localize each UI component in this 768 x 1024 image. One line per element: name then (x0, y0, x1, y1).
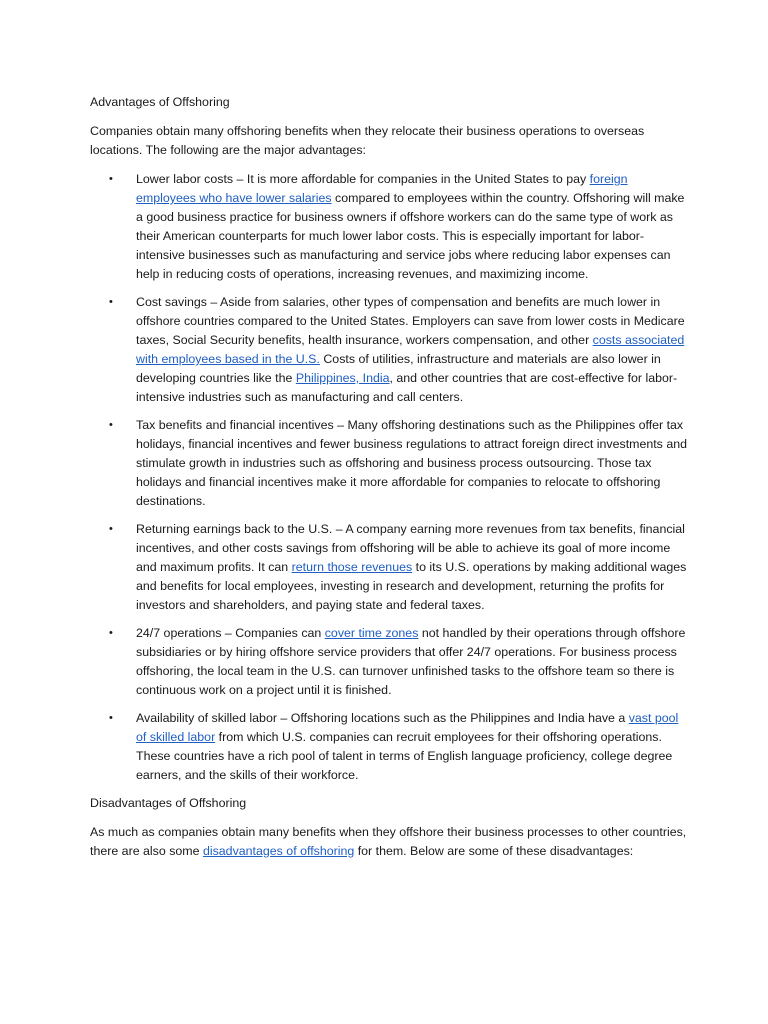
list-item-lower-labor-costs: • Lower labor costs – It is more affordable for companies in the United States to pay foreign employees who have lower salaries compared to employees within the country. Offshoring will make a good business practice for business owners if offshore workers can do the same type of work as their American counterparts for much lower labor costs. This is especially important for labor-intensive businesses such as manufacturing and service jobs where reducing labor expenses can help in reducing costs of operations, increasing revenues, and maximizing income. (136, 170, 688, 284)
disadvantages-intro: As much as companies obtain many benefits when they offshore their business processes to other countries, there are also some disadvantages of offshoring for them. Below are some of these disadvantages: (90, 825, 687, 858)
link-costs-associated[interactable]: costs associated with employees based in the U.S. (136, 333, 685, 366)
list-item-cost-savings: • Cost savings – Aside from salaries, other types of compensation and benefits are much lower in offshore countries compared to the United States. Employers can save from lower costs in Medicare taxes, Social Security benefits, health insurance, workers compensation, and other costs associated with employees based in the U.S. Costs of utilities, infrastructure and materials are also lower in developing countries like the Philippines, India, and other countries that are cost-effective for labor-intensive industries such as manufacturing and call centers. (136, 293, 688, 407)
list-item-returning-earnings: • Returning earnings back to the U.S. – A company earning more revenues from tax benefits, financial incentives, and other costs savings from offshoring will be able to achieve its goal of more income and maximum profits. It can return those revenues to its U.S. operations by making additional wages and benefits for local employees, investing in research and development, returning the profits for investors and shareholders, and paying state and federal taxes. (136, 520, 688, 615)
link-disadvantages[interactable]: disadvantages of offshoring (202, 844, 355, 858)
link-foreign-employees[interactable]: foreign employees who have lower salaries (136, 172, 628, 205)
link-return-revenues[interactable]: return those revenues (291, 560, 413, 574)
list-item-247-operations: • 24/7 operations – Companies can cover time zones not handled by their operations through offshore subsidiaries or by hiring offshore service providers that offer 24/7 operations. For business process offshoring, the local team in the U.S. can turnover unfinished tasks to the offshore team so there is continuous work on a project until it is finished. (136, 624, 688, 700)
advantages-intro: Companies obtain many offshoring benefits when they relocate their business operations to overseas locations. The following are the major advantages: (90, 124, 645, 157)
link-philippines-india[interactable]: Philippines, India (295, 371, 390, 385)
advantages-list (90, 170, 688, 785)
link-cover-time-zones[interactable]: cover time zones (324, 626, 419, 640)
advantages-heading: Advantages of Offshoring (90, 95, 230, 109)
disadvantages-heading: Disadvantages of Offshoring (90, 796, 247, 810)
list-item-skilled-labor: • Availability of skilled labor – Offshoring locations such as the Philippines and India have a vast pool of skilled labor from which U.S. companies can recruit employees for their offshoring operations. These countries have a rich pool of talent in terms of English language proficiency, college degree earners, and the skills of their workforce. (136, 709, 688, 785)
list-item-tax-benefits: • Tax benefits and financial incentives – Many offshoring destinations such as the Philippines offer tax holidays, financial incentives and fewer business regulations to attract foreign direct investments and stimulate growth in industries such as offshoring and business process outsourcing. Those tax holidays and financial incentives make it more affordable for companies to relocate to offshoring destinations. (136, 416, 688, 511)
link-vast-pool[interactable]: vast pool of skilled labor (136, 711, 679, 744)
